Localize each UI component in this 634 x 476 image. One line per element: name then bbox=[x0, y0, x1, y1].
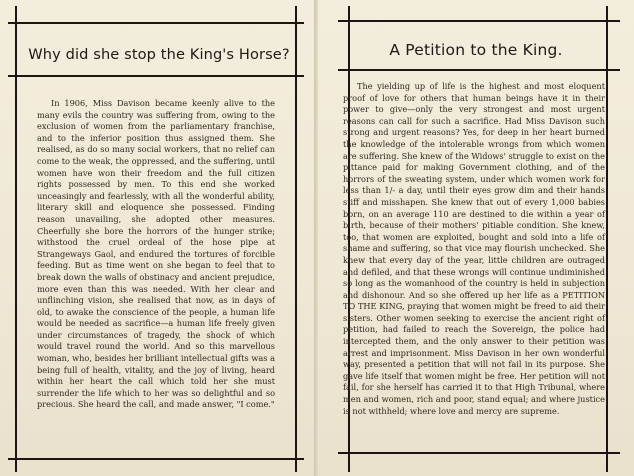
left-page-rule-bottom bbox=[8, 458, 304, 460]
right-page-border-right bbox=[606, 6, 608, 472]
right-page-rule-bottom bbox=[338, 452, 620, 454]
right-page-body-text: The yielding up of life is the highest and most eloquent proof of love for others that human beings have it in their power to give—only the very strongest and most urgent reasons can call for such a sacrifice. Had Miss Davison such strong and urgent reasons? Yes, for deep in her heart burned the knowledge of the intolerable wrongs from which women are suffering. She knew of the Widows' struggle to exist on the pittance paid for making Government clothing, and of the horrors of the sweating system, under which women work for less than 1/- a day, until their eyes grow dim and their hands stiff and misshapen. She knew that out of every 1,000 babies born, on an average 110 are destined to die within a year of birth, because of their mothers' pitiable condition. She knew, too, that women are exploited, bought and sold into a life of shame and suffering, so that vice may flourish unchecked. She knew that every day of the year, little children are outraged and defiled, and that these wrongs will continue undiminished so long as the womanhood of the country is held in subjection and dishonour. And so she offered up her life as a PETITION TO THE KING, praying that women might be freed to aid their sisters. Other women seeking to exercise the ancient right of petition, had failed to reach the Sovereign, the police had intercepted them, and the only answer to their petition was arrest and imprisonment. Miss Davison in her own wonderful way, presented a petition that will not fail in its purpose. She gave life itself that women might be free. Her petition will not fail, for she herself has carried it to that High Tribunal, where men and women, rich and poor, stand equal; and where justice is not withheld; where love and mercy are supreme. bbox=[343, 81, 605, 416]
left-page bbox=[0, 0, 316, 476]
right-page-title: A Petition to the King. bbox=[389, 41, 563, 59]
right-page-rule-top bbox=[338, 20, 620, 22]
left-page-rule-top bbox=[8, 22, 304, 24]
left-page-body-text: In 1906, Miss Davison became keenly alive to the many evils the country was suffering from, owing to the exclusion of women from the parliamentary franchise, and to the inferior position thus assigned them. She realised, as do so many social workers, that no relief can come to the weak, the oppressed, and the suffering, until women have won their freedom and the full citizen rights possessed by men. To this end she worked unceasingly and fearlessly, with all the wonderful ability, literary skill and eloquence she possessed. Finding reason unavailing, she adopted other measures. Cheerfully she bore the horrors of the hunger strike; withstood the cruel ordeal of the hose pipe at Strangeways Gaol, and endured the tortures of forcible feeding. But as time went on she began to feel that to break down the walls of obstinacy and ancient prejudice, more even than this was needed. With her clear and unflinching vision, she realised that now, as in days of old, to awake the conscience of the people, a human life would be needed as sacrifice—a human life freely given under circumstances of tragedy, the shock of which would travel round the world. And so this marvellous woman, who, besides her brilliant intellectual gifts was a being full of health, vitality, and the joy of living, heard within her heart the call which told her she must surrender the life which to her was so delightful and so precious. She heard the call, and made answer, "I come." bbox=[37, 98, 275, 410]
left-page-rule-under-title bbox=[8, 75, 304, 77]
right-page bbox=[318, 0, 634, 476]
right-page-rule-under-title bbox=[338, 69, 620, 71]
left-page-title: Why did she stop the King's Horse? bbox=[28, 46, 290, 63]
